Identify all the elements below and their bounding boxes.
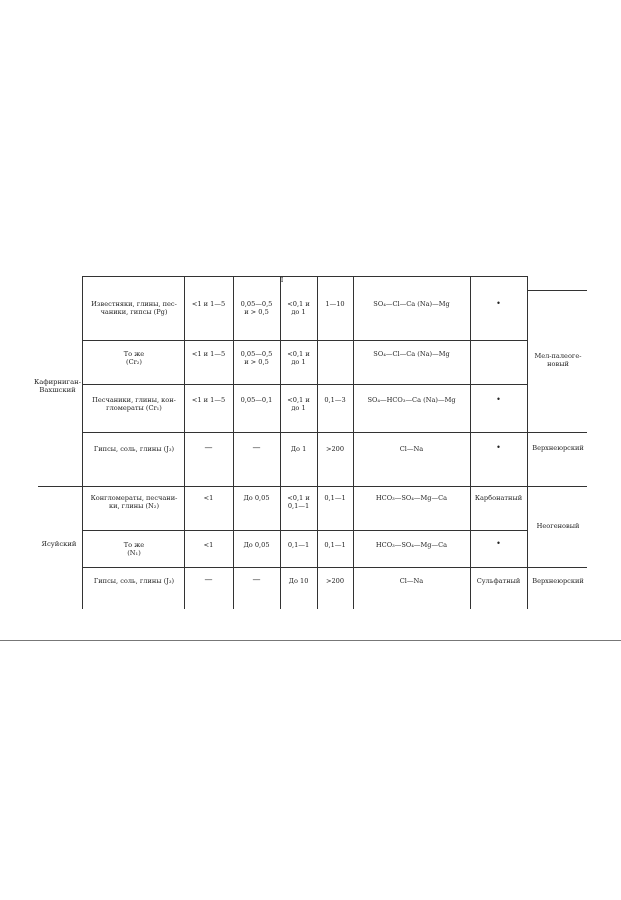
table-row-1-rock: Известняки, глины, пес- чаники, гипсы (Pg) bbox=[91, 300, 177, 316]
table-row-3-c3: <0,1 и до 1 bbox=[287, 396, 310, 412]
table-row-4-chem: Cl—Na bbox=[399, 445, 424, 453]
table-rule-top bbox=[82, 276, 527, 277]
table-row-1-c1: <1 и 1—5 bbox=[191, 300, 226, 308]
table-row-4-c2: — bbox=[252, 443, 261, 452]
col-rule-1 bbox=[184, 276, 185, 609]
table-row-6-rock: То же (N₁) bbox=[123, 541, 145, 557]
region-divider bbox=[38, 486, 587, 487]
table-row-7-c3: До 10 bbox=[288, 577, 309, 585]
table-row-5-rock: Конгломераты, песчани- ки, глины (N₂) bbox=[90, 494, 178, 510]
region-label-1: Кафирниган- Вахшский bbox=[33, 378, 81, 394]
table-row-3-type: • bbox=[496, 395, 501, 404]
col-rule-7 bbox=[527, 276, 528, 609]
table-row-4-c1: — bbox=[204, 443, 213, 452]
row-rule-5 bbox=[82, 530, 527, 531]
table-row-2-chem: SO₄—Cl—Ca (Na)—Mg bbox=[373, 350, 450, 358]
table-row-6-c2: До 0,05 bbox=[243, 541, 270, 549]
table-row-6-chem: HCO₃—SO₄—Mg—Ca bbox=[375, 541, 448, 549]
table-row-3-c1: <1 и 1—5 bbox=[191, 396, 226, 404]
col-rule-2 bbox=[233, 276, 234, 609]
age-label-2: Верхнеюрский bbox=[532, 444, 584, 452]
col-rule-4 bbox=[317, 276, 318, 609]
table-row-3-c2: 0,05—0,1 bbox=[240, 396, 273, 404]
row-rule-6 bbox=[82, 567, 587, 568]
table-row-2-rock: То же (Cr₂) bbox=[123, 350, 145, 366]
table-row-2-c2: 0,05—0,5 и > 0,5 bbox=[240, 350, 273, 366]
table-row-7-chem: Cl—Na bbox=[399, 577, 424, 585]
table-row-1-c3: <0,1 и до 1 bbox=[287, 300, 310, 316]
table-row-4-type: • bbox=[496, 443, 501, 452]
table-row-4-rock: Гипсы, соль, глины (J₃) bbox=[93, 445, 175, 453]
row-rule-2 bbox=[82, 384, 527, 385]
age-label-1: Мел-палеоге- новый bbox=[534, 352, 582, 368]
table-row-4-c3: До 1 bbox=[290, 445, 307, 453]
table-row-7-c4: >200 bbox=[325, 577, 345, 585]
age-label-4: Верхнеюрский bbox=[532, 577, 584, 585]
table-row-5-c3: <0,1 и 0,1—1 bbox=[287, 494, 310, 510]
page-bottom-rule bbox=[0, 640, 621, 641]
table-row-2-c1: <1 и 1—5 bbox=[191, 350, 226, 358]
table-row-7-c1: — bbox=[204, 575, 213, 584]
table-row-4-c4: >200 bbox=[325, 445, 345, 453]
col-rule-6 bbox=[470, 276, 471, 609]
row-rule-3 bbox=[82, 432, 587, 433]
table-row-5-c2: До 0,05 bbox=[243, 494, 270, 502]
region-label-2: Ясуйский bbox=[41, 540, 77, 548]
table-row-2-c3: <0,1 и до 1 bbox=[287, 350, 310, 366]
table-row-5-chem: HCO₃—SO₄—Mg—Ca bbox=[375, 494, 448, 502]
table-row-5-c1: <1 bbox=[203, 494, 214, 502]
table-row-1-type: • bbox=[496, 299, 501, 308]
table-row-6-type: • bbox=[496, 539, 501, 548]
table-row-3-rock: Песчаники, глины, кон- гломераты (Cr₁) bbox=[92, 396, 176, 412]
row-rule-1 bbox=[82, 340, 527, 341]
table-row-3-chem: SO₄—HCO₃—Ca (Na)—Mg bbox=[367, 396, 456, 404]
col-rule-3 bbox=[280, 276, 281, 609]
table-row-6-c3: 0,1—1 bbox=[287, 541, 310, 549]
age-column-rule-top bbox=[527, 290, 587, 291]
table-row-3-c4: 0,1—3 bbox=[324, 396, 346, 404]
col-rule-0 bbox=[82, 276, 83, 609]
table-row-1-c2: 0,05—0,5 и > 0,5 bbox=[240, 300, 273, 316]
age-label-3: Неогеновый bbox=[536, 522, 580, 530]
table-row-5-c4: 0,1—1 bbox=[324, 494, 346, 502]
table-row-5-type: Карбонатный bbox=[474, 494, 523, 502]
table-row-1-c4: 1—10 bbox=[325, 300, 345, 308]
header-mark: I bbox=[280, 276, 284, 284]
table-row-6-c1: <1 bbox=[203, 541, 214, 549]
table-row-7-c2: — bbox=[252, 575, 261, 584]
table-row-6-c4: 0,1—1 bbox=[324, 541, 346, 549]
table-row-1-chem: SO₄—Cl—Ca (Na)—Mg bbox=[373, 300, 450, 308]
table-row-7-rock: Гипсы, соль, глины (J₃) bbox=[93, 577, 175, 585]
col-rule-5 bbox=[353, 276, 354, 609]
table-row-7-type: Сульфатный bbox=[476, 577, 521, 585]
